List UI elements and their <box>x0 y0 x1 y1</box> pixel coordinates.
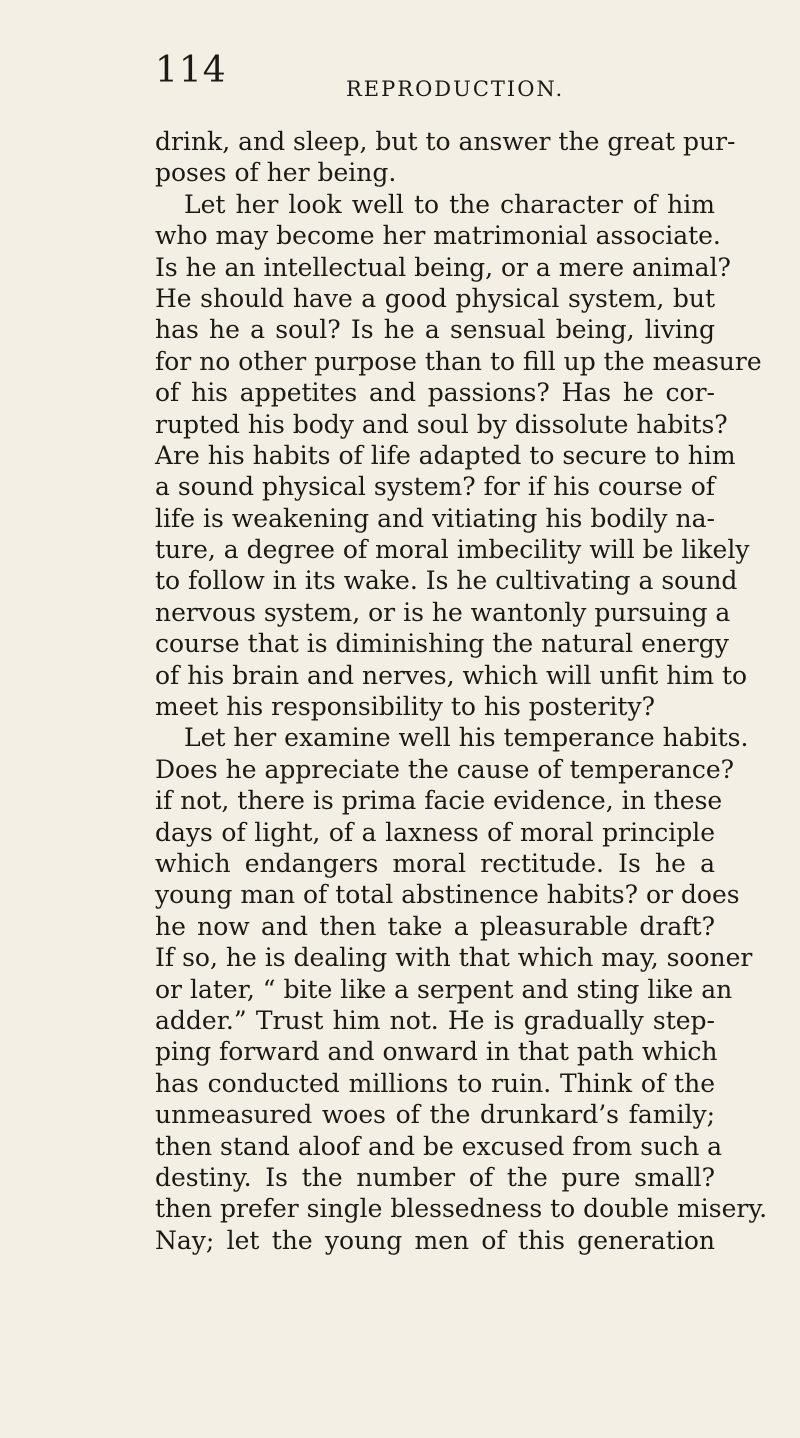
text-line: he now and then take a pleasurable draft? <box>155 911 715 941</box>
text-line: to follow in its wake. Is he cultivating a sound <box>155 566 738 596</box>
text-line: for no other purpose than to fill up the measure <box>155 346 762 376</box>
text-line: who may become her matrimonial associate. <box>155 221 721 251</box>
text-line: unmeasured woes of the drunkard’s family; <box>155 1100 715 1130</box>
text-line: drink, and sleep, but to answer the great pur- <box>155 127 736 156</box>
text-line: a sound physical system? for if his course of <box>155 472 715 502</box>
body-text <box>155 126 768 1256</box>
text-line: rupted his body and soul by dissolute habits? <box>155 409 728 439</box>
text-line: or later, “ bite like a serpent and sting like an <box>155 974 733 1004</box>
text-line: young man of total abstinence habits? or does <box>155 880 740 910</box>
text-line: if not, there is prima facie evidence, in these <box>155 786 723 816</box>
text-line: destiny. Is the number of the pure small? <box>155 1162 715 1192</box>
text-line: Does he appreciate the cause of temperance? <box>155 754 735 784</box>
text-line: Is he an intellectual being, or a mere animal? <box>155 252 731 282</box>
text-line: of his brain and nerves, which will unfit him to <box>155 660 748 690</box>
text-line: ping forward and onward in that path which <box>155 1037 718 1067</box>
text-line: Are his habits of life adapted to secure to him <box>155 440 736 470</box>
text-line: then stand aloof and be excused from such a <box>155 1131 723 1161</box>
text-line: days of light, of a laxness of moral principle <box>155 817 715 847</box>
text-line: Nay; let the young men of this generation <box>155 1225 715 1255</box>
text-line: life is weakening and vitiating his bodily na- <box>155 503 715 533</box>
text-line: ture, a degree of moral imbecility will be likely <box>155 535 750 565</box>
text-line: has conducted millions to ruin. Think of the <box>155 1068 715 1098</box>
text-line: which endangers moral rectitude. Is he a <box>155 848 715 878</box>
running-head: REPRODUCTION. <box>346 77 565 101</box>
text-line: nervous system, or is he wantonly pursuing a <box>155 597 731 627</box>
text-line: poses of her being. <box>155 158 397 188</box>
text-line: of his appetites and passions? Has he cor- <box>155 378 715 408</box>
text-line: course that is diminishing the natural energy <box>155 629 729 659</box>
text-line: Let her look well to the character of him <box>184 189 715 219</box>
text-line: He should have a good physical system, but <box>155 283 715 313</box>
text-line: then prefer single blessedness to double misery. <box>155 1194 768 1224</box>
text-line: meet his responsibility to his posterity? <box>155 692 655 722</box>
text-line: adder.” Trust him not. He is gradually step- <box>155 1005 715 1035</box>
text-line: If so, he is dealing with that which may, sooner <box>155 943 753 973</box>
page-number: 114 <box>155 50 227 91</box>
text-line: Let her examine well his temperance habits. <box>184 723 749 753</box>
text-line: has he a soul? Is he a sensual being, living <box>155 315 715 345</box>
